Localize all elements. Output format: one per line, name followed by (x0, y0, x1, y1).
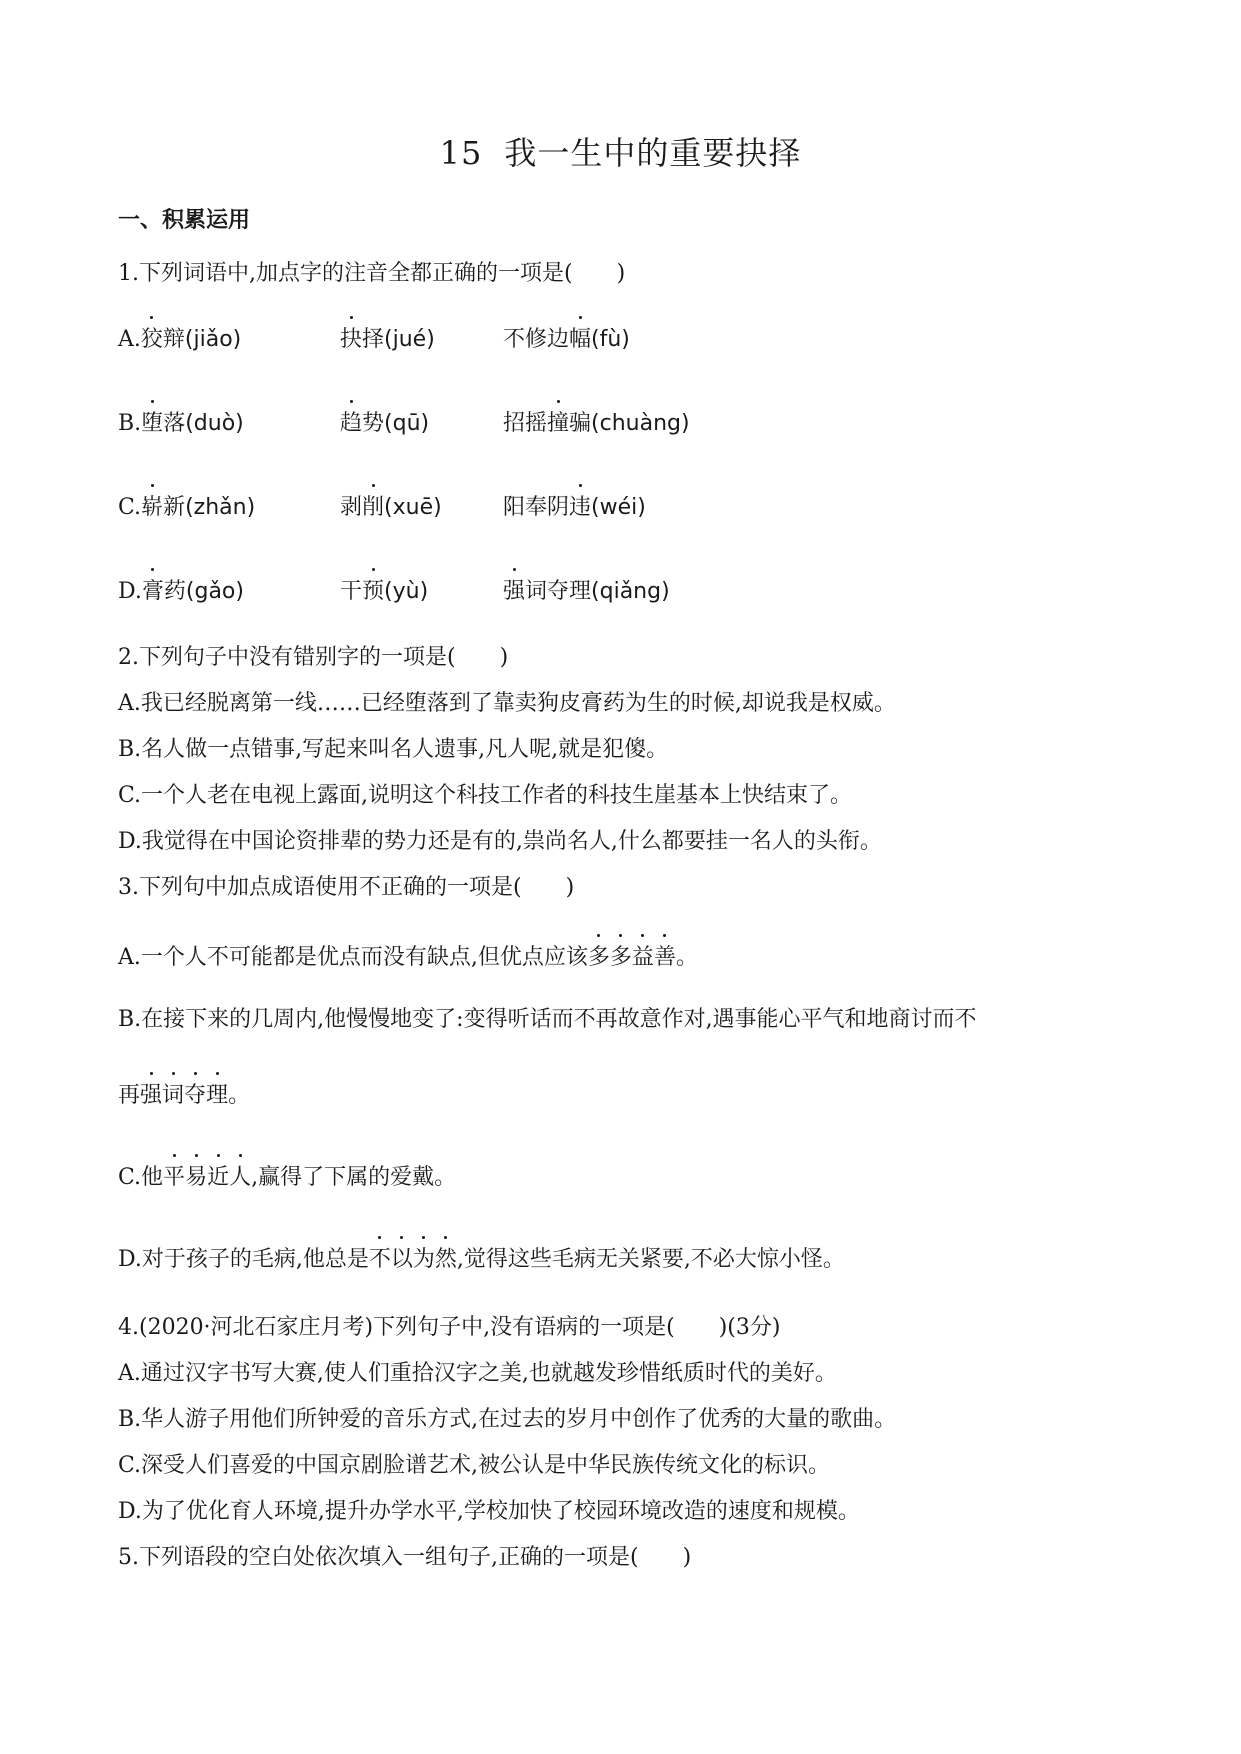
q3-option-b-line1: B.在接下来的几周内,他慢慢地变了:变得听话而不再故意作对,遇事能心平气和地商讨而不 (118, 1007, 977, 1032)
q4-option-c: C.深受人们喜爱的中国京剧脸谱艺术,被公认是中华民族传统文化的标识。 (118, 1453, 831, 1478)
q3-stem: 3.下列句中加点成语使用不正确的一项是( ) (118, 875, 575, 900)
dotted-char: 违 (569, 490, 591, 521)
q2-option-a: A.我已经脱离第一线……已经堕落到了靠卖狗皮膏药为生的时候,却说我是权威。 (118, 691, 896, 716)
dotted-char: 不 (369, 1242, 391, 1273)
q5-stem: 5.下列语段的空白处依次填入一组句子,正确的一项是( ) (118, 1545, 692, 1570)
pinyin: (wéi) (591, 495, 646, 520)
pinyin: (xuē) (384, 495, 442, 520)
lesson-title: 我一生中的重要抉择 (504, 134, 802, 172)
dotted-char: 近 (207, 1160, 229, 1191)
q2-option-d: D.我觉得在中国论资排辈的势力还是有的,祟尚名人,什么都要挂一名人的头衔。 (118, 829, 882, 854)
q1-option-a: A.狡辩(jiǎo) 抉择(jué) 不修边幅(fù) (118, 322, 1018, 348)
pinyin: (zhǎn) (185, 495, 256, 520)
dotted-char: 善 (654, 940, 676, 971)
dotted-char: 抉 (340, 322, 362, 353)
dotted-char: 崭 (141, 490, 163, 521)
dotted-char: 预 (362, 574, 384, 605)
pinyin: (jué) (384, 327, 435, 352)
dotted-char: 幅 (569, 322, 591, 353)
q4-option-a: A.通过汉字书写大赛,使人们重拾汉字之美,也就越发珍惜纸质时代的美好。 (118, 1361, 837, 1386)
dotted-char: 趋 (340, 406, 362, 437)
dotted-char: 易 (185, 1160, 207, 1191)
q1-stem: 1.下列词语中,加点字的注音全都正确的一项是( ) (118, 261, 626, 286)
q2-stem: 2.下列句子中没有错别字的一项是( ) (118, 645, 509, 670)
dotted-char: 然 (435, 1242, 457, 1273)
q2-option-b: B.名人做一点错事,写起来叫名人遗事,凡人呢,就是犯傻。 (118, 737, 669, 762)
q4-option-b: B.华人游子用他们所钟爱的音乐方式,在过去的岁月中创作了优秀的大量的歌曲。 (118, 1407, 897, 1432)
section-heading: 一、积累运用 (118, 208, 251, 233)
pinyin: (fù) (591, 327, 630, 352)
dotted-char: 膏 (142, 574, 164, 605)
page-title (0, 128, 1241, 174)
dotted-char: 益 (632, 940, 654, 971)
dotted-char: 狡 (141, 322, 163, 353)
pinyin: (duò) (185, 411, 244, 436)
q3-option-c: C.他平易近人,赢得了下属的爱戴。 (118, 1160, 456, 1191)
dotted-char: 撞 (547, 406, 569, 437)
q1-option-c: C.崭新(zhǎn) 剥削(xuē) 阳奉阴违(wéi) (118, 490, 1018, 516)
q3-option-d: D.对于孩子的毛病,他总是不以为然,觉得这些毛病无关紧要,不必大惊小怪。 (118, 1242, 845, 1273)
q2-option-c: C.一个人老在电视上露面,说明这个科技工作者的科技生崖基本上快结束了。 (118, 783, 853, 808)
dotted-char: 多 (610, 940, 632, 971)
lesson-number: 15 (439, 134, 483, 172)
q3-option-a: A.一个人不可能都是优点而没有缺点,但优点应该多多益善。 (118, 940, 698, 971)
pinyin: (qū) (384, 411, 430, 436)
q4-option-d: D.为了优化育人环境,提升办学水平,学校加快了校园环境改造的速度和规模。 (118, 1499, 860, 1524)
dotted-char: 多 (588, 940, 610, 971)
dotted-char: 夺 (184, 1078, 206, 1109)
q4-stem: 4.(2020·河北石家庄月考)下列句子中,没有语病的一项是( )(3分) (118, 1315, 781, 1340)
pinyin: (jiǎo) (184, 327, 242, 352)
pinyin: (qiǎng) (591, 579, 670, 604)
q3-option-b-line2: 再强词夺理。 (118, 1078, 250, 1109)
dotted-char: 以 (391, 1242, 413, 1273)
q1-option-b: B.堕落(duò) 趋势(qū) 招摇撞骗(chuàng) (118, 406, 1018, 432)
pinyin: (gǎo) (185, 579, 244, 604)
dotted-char: 理 (206, 1078, 228, 1109)
pinyin: (chuàng) (591, 411, 690, 436)
q1-option-d: D.膏药(gǎo) 干预(yù) 强词夺理(qiǎng) (118, 574, 1018, 600)
pinyin: (yù) (384, 579, 429, 604)
dotted-char: 削 (362, 490, 384, 521)
dotted-char: 强 (140, 1078, 162, 1109)
dotted-char: 堕 (141, 406, 163, 437)
dotted-char: 平 (163, 1160, 185, 1191)
dotted-char: 人 (229, 1160, 251, 1191)
dotted-char: 强 (503, 574, 525, 605)
dotted-char: 为 (413, 1242, 435, 1273)
dotted-char: 词 (162, 1078, 184, 1109)
